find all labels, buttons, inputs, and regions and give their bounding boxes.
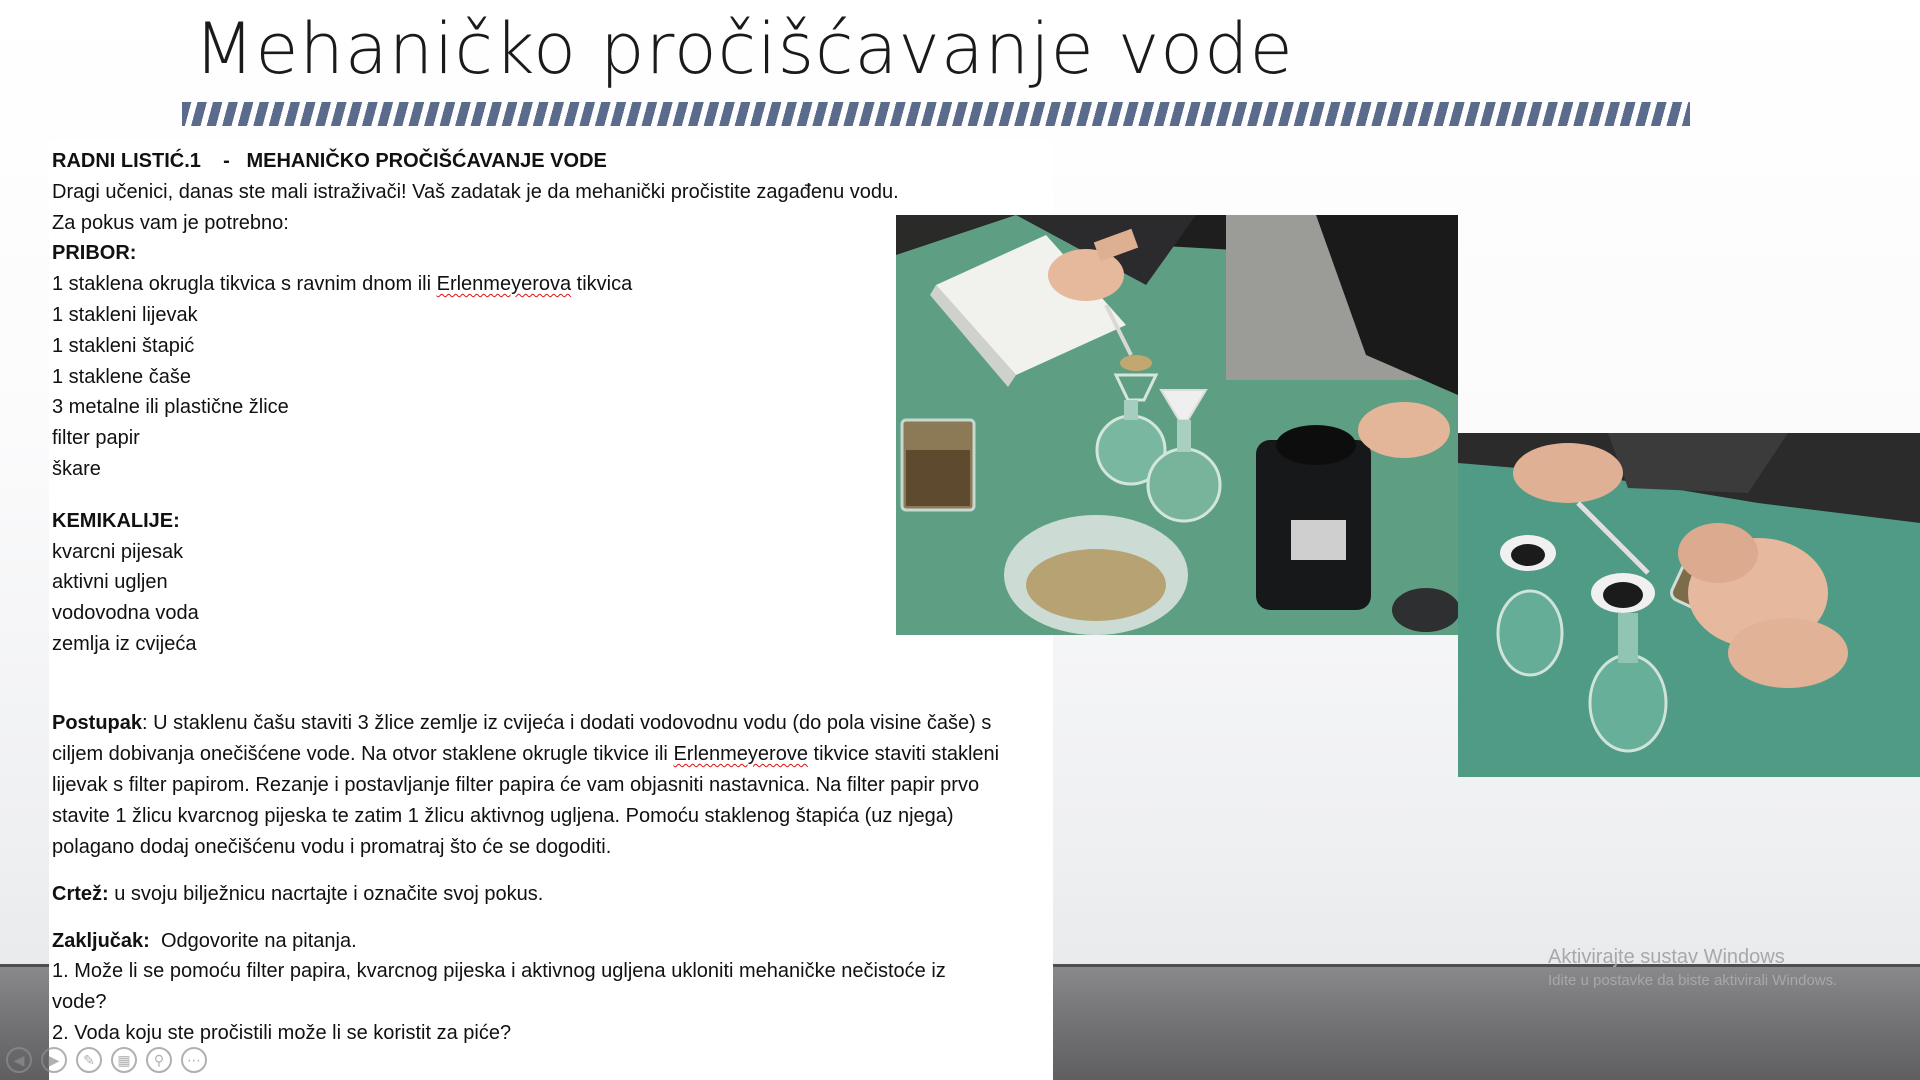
- worksheet-needed: Za pokus vam je potrebno:: [52, 211, 289, 234]
- spacer: [52, 660, 1052, 708]
- drawing-line: Crtež: u svoju bilježnicu nacrtajte i označite svoj pokus.: [52, 882, 544, 905]
- worksheet-intro: Dragi učenici, danas ste mali istraživači! Vaš zadatak je da mehanički pročistite zagađenu vodu.: [52, 180, 899, 203]
- spellcheck-word: Erlenmeyerova: [436, 273, 572, 296]
- equipment-item: filter papir: [52, 427, 140, 450]
- question-2: 2. Voda koju ste pročistili može li se koristit za piće?: [52, 1021, 512, 1044]
- chemical-item: aktivni ugljen: [52, 571, 168, 594]
- equipment-item: 1 stakleni lijevak: [52, 303, 198, 326]
- slides-icon[interactable]: ▦: [111, 1047, 137, 1073]
- title-stripe: [182, 102, 1690, 126]
- more-icon[interactable]: ⋯: [181, 1047, 207, 1073]
- chemical-item: kvarcni pijesak: [52, 540, 184, 563]
- equipment-label: PRIBOR:: [52, 242, 137, 265]
- chemicals-label: KEMIKALIJE:: [52, 509, 180, 532]
- previous-icon[interactable]: ◀: [6, 1047, 32, 1073]
- zoom-icon[interactable]: ⚲: [146, 1047, 172, 1073]
- next-icon[interactable]: ▶: [41, 1047, 67, 1073]
- equipment-item: 1 staklene čaše: [52, 365, 191, 388]
- slideshow-nav-toolbar: [6, 1047, 207, 1073]
- chemical-item: vodovodna voda: [52, 602, 199, 625]
- watermark-line-2: Idite u postavke da biste aktivirali Windows.: [1548, 972, 1838, 989]
- spacer: [52, 863, 1052, 879]
- equipment-item: 3 metalne ili plastične žlice: [52, 396, 289, 419]
- slide-title: Mehaničko pročišćavanje vode: [194, 8, 1294, 90]
- equipment-item: škare: [52, 457, 101, 480]
- conclusion-line: Zaključak: Odgovorite na pitanja.: [52, 929, 357, 952]
- spellcheck-word: Erlenmeyerove: [673, 742, 808, 765]
- question-1-continued: vode?: [52, 991, 107, 1014]
- equipment-item: 1 staklena okrugla tikvica s ravnim dnom ili Erlenmeyerova tikvica: [52, 273, 633, 296]
- watermark-line-1: Aktivirajte sustav Windows: [1548, 946, 1785, 968]
- equipment-item: 1 stakleni štapić: [52, 334, 195, 357]
- windows-activation-watermark: [1548, 946, 1838, 989]
- question-1: 1. Može li se pomoću filter papira, kvarcnog pijeska i aktivnog ugljena ukloniti mehaničke nečistoće iz: [52, 960, 946, 983]
- experiment-photo-2: [1458, 433, 1920, 777]
- worksheet-heading: RADNI LISTIĆ.1 - MEHANIČKO PROČIŠĆAVANJE VODE: [52, 150, 607, 172]
- pen-icon[interactable]: ✎: [76, 1047, 102, 1073]
- experiment-photo-1: [896, 215, 1458, 635]
- spacer: [52, 910, 1052, 926]
- procedure-paragraph: Postupak: U staklenu čašu staviti 3 žlice zemlje iz cvijeća i dodati vodovodnu vodu (do pola visine čaše) s ciljem dobivanja onečišćene vode. Na otvor staklene okrugle tikvice ili Erlenmeyerove tikvice staviti stakleni lijevak s filter papirom. Rezanje i postavljanje filter papira će vam objasniti nastavnica. Na filter papir prvo stavite 1 žlicu kvarcnog pijeska te zatim 1 žlicu aktivnog ugljena. Pomoću staklenog štapića (uz njega) polagano dodaj onečišćenu vodu i promatraj što će se dogoditi.: [52, 711, 1000, 858]
- chemical-item: zemlja iz cvijeća: [52, 632, 197, 655]
